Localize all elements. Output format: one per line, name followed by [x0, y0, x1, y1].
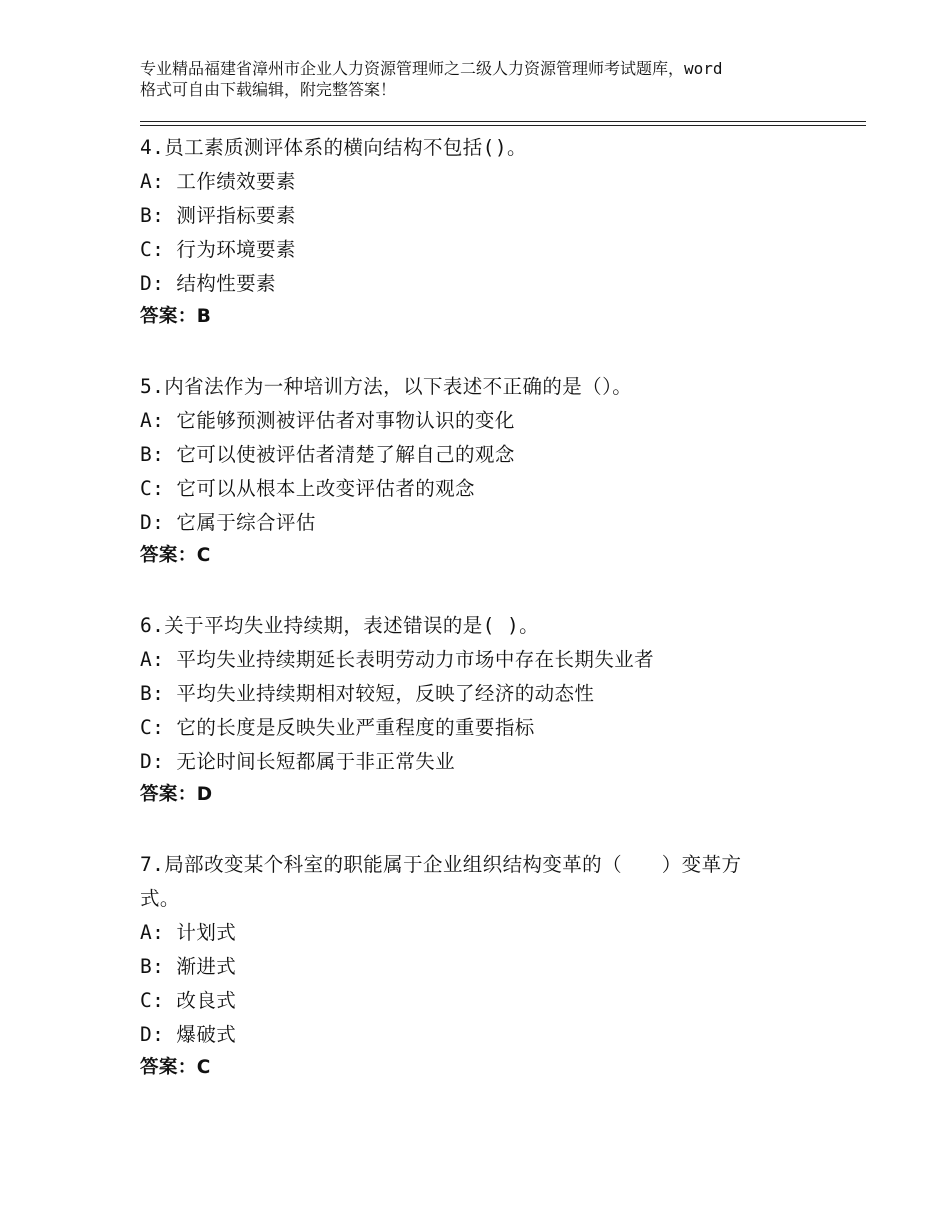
- header-line-2: 格式可自由下载编辑，附完整答案！: [140, 80, 397, 99]
- question-5-option-d: D: 它属于综合评估: [140, 511, 316, 534]
- question-7-option-c: C: 改良式: [140, 989, 237, 1012]
- question-4-stem: 4.员工素质测评体系的横向结构不包括()。: [140, 136, 527, 159]
- question-4-option-d: D: 结构性要素: [140, 272, 276, 295]
- question-6-option-a: A: 平均失业持续期延长表明劳动力市场中存在长期失业者: [140, 648, 655, 671]
- question-4-answer: 答案：B: [140, 306, 212, 327]
- question-5-option-b: B: 它可以使被评估者清楚了解自己的观念: [140, 443, 515, 466]
- header-rule-top: [140, 121, 866, 122]
- question-7-option-a: A: 计划式: [140, 921, 237, 944]
- question-7-option-d: D: 爆破式: [140, 1023, 237, 1046]
- question-4-option-a: A: 工作绩效要素: [140, 170, 296, 193]
- question-6-answer: 答案：D: [140, 784, 213, 805]
- question-5-option-a: A: 它能够预测被评估者对事物认识的变化: [140, 409, 515, 432]
- question-4-option-b: B: 测评指标要素: [140, 204, 296, 227]
- question-7-answer: 答案：C: [140, 1057, 211, 1078]
- question-5-option-c: C: 它可以从根本上改变评估者的观念: [140, 477, 475, 500]
- question-6-option-d: D: 无论时间长短都属于非正常失业: [140, 750, 456, 773]
- question-6-option-c: C: 它的长度是反映失业严重程度的重要指标: [140, 716, 535, 739]
- header-rule-bottom: [140, 125, 866, 126]
- question-7-option-b: B: 渐进式: [140, 955, 237, 978]
- question-6-stem: 6.关于平均失业持续期，表述错误的是( )。: [140, 614, 540, 637]
- document-header: [140, 58, 830, 100]
- question-7-stem: 7.局部改变某个科室的职能属于企业组织结构变革的（ ）变革方: [140, 853, 742, 876]
- question-4-option-c: C: 行为环境要素: [140, 238, 296, 261]
- question-6-option-b: B: 平均失业持续期相对较短，反映了经济的动态性: [140, 682, 595, 705]
- question-5-stem: 5.内省法作为一种培训方法，以下表述不正确的是（）。: [140, 375, 633, 398]
- header-line-1: 专业精品福建省漳州市企业人力资源管理师之二级人力资源管理师考试题库，word: [140, 59, 723, 78]
- question-7-stem-continued: 式。: [140, 887, 180, 910]
- question-5-answer: 答案：C: [140, 545, 211, 566]
